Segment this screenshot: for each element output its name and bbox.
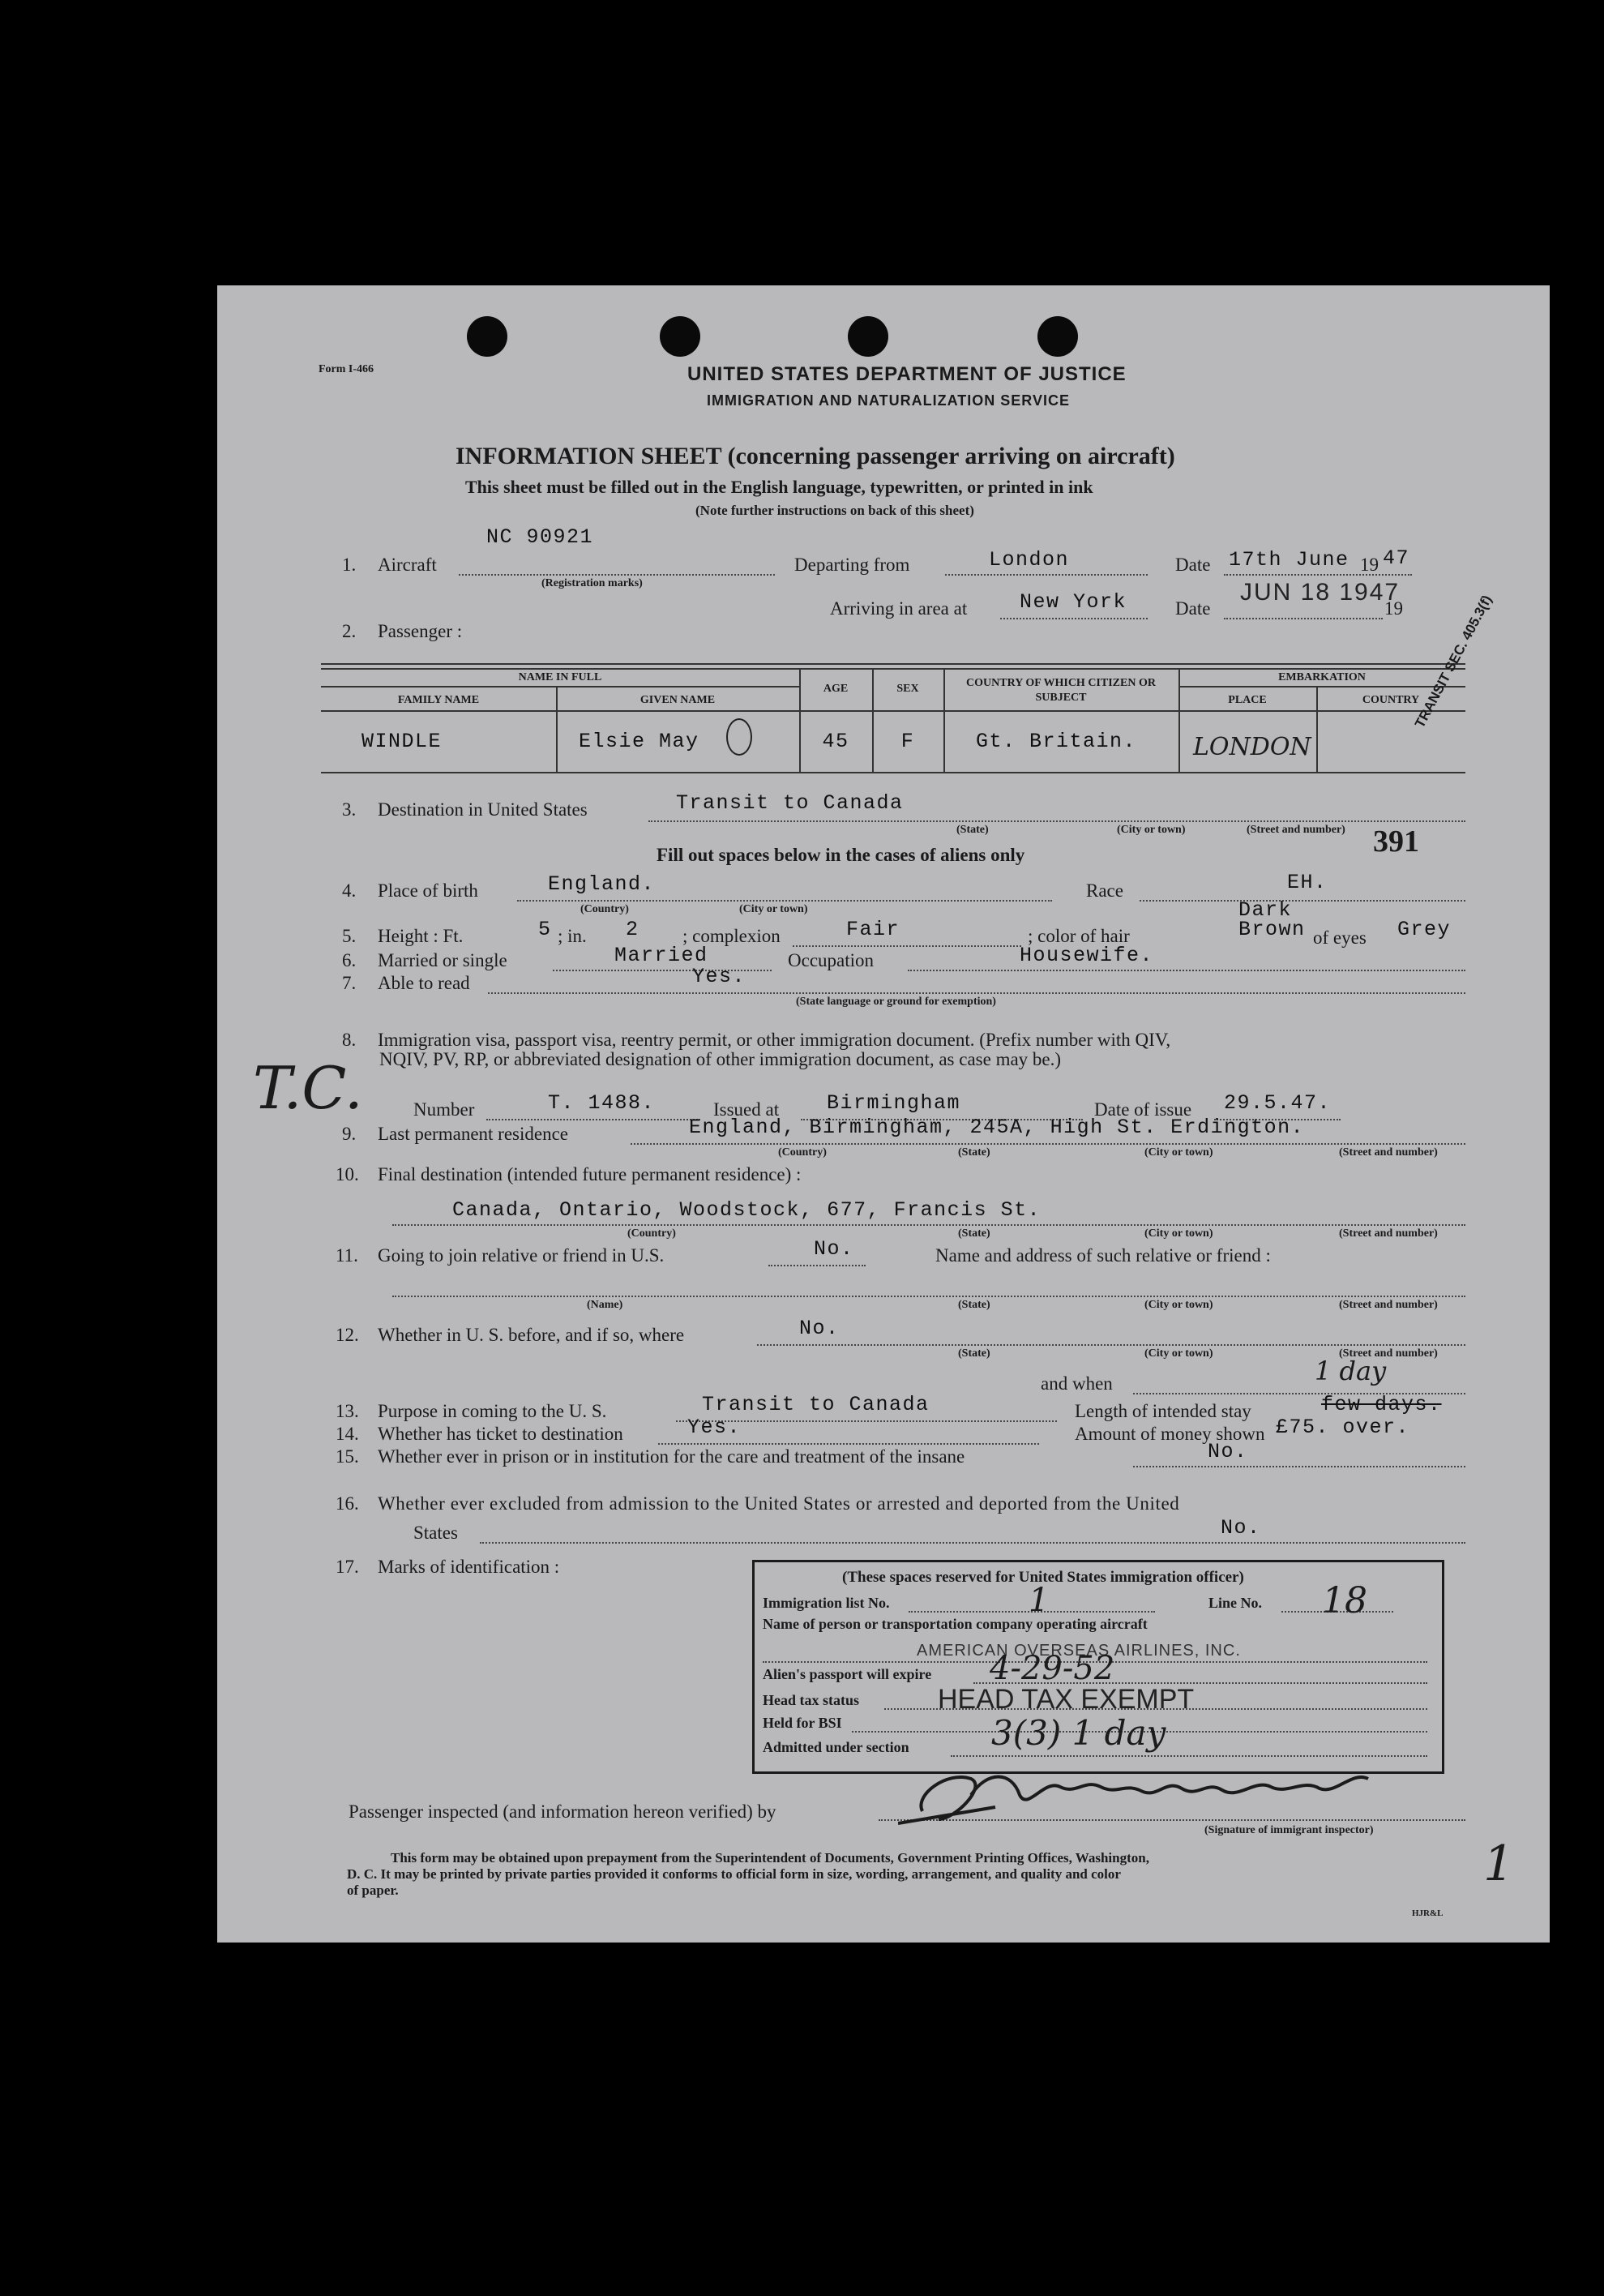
passport-expire-value: 4-29-52 xyxy=(990,1650,1115,1687)
q16-label-2: States xyxy=(413,1523,458,1543)
aircraft-line xyxy=(459,574,775,576)
q7-number: 7. xyxy=(342,973,357,993)
q12-label: Whether in U. S. before, and if so, where xyxy=(378,1325,685,1345)
q10-number: 10. xyxy=(336,1164,359,1184)
occupation-value: Housewife. xyxy=(1020,944,1154,967)
q4-value: England. xyxy=(548,872,656,896)
registration-caption: (Registration marks) xyxy=(541,577,643,589)
line-no-label: Line No. xyxy=(1208,1595,1263,1611)
q10-caption-country: (Country) xyxy=(627,1227,676,1240)
q3-number: 3. xyxy=(342,799,357,820)
instruction-line: This sheet must be filled out in the English language, typewritten, or printed in ink xyxy=(465,477,1093,497)
q9-caption-city: (City or town) xyxy=(1144,1146,1213,1159)
complexion-value: Fair xyxy=(846,918,900,941)
header-family-name: FAMILY NAME xyxy=(397,694,480,706)
aircraft-label: Aircraft xyxy=(378,555,437,575)
document-number: T. 1488. xyxy=(548,1091,656,1115)
cell-given-name: Elsie May xyxy=(579,730,699,753)
q14-value: Yes. xyxy=(687,1416,742,1439)
cell-country: Gt. Britain. xyxy=(976,730,1137,753)
q13-label: Purpose in coming to the U. S. xyxy=(378,1401,607,1421)
q7-line xyxy=(488,992,1465,994)
q15-line xyxy=(1133,1466,1465,1467)
q11-short-line xyxy=(768,1265,866,1266)
cell-age: 45 xyxy=(822,730,849,753)
q13-value: Transit to Canada xyxy=(702,1393,930,1416)
signature-caption: (Signature of immigrant inspector) xyxy=(1204,1824,1374,1836)
q4-line xyxy=(517,900,1052,902)
q15-value: No. xyxy=(1208,1440,1248,1463)
q3-label: Destination in United States xyxy=(378,799,588,820)
q9-caption-country: (Country) xyxy=(778,1146,827,1159)
q3-line xyxy=(648,820,1465,822)
inspector-signature xyxy=(898,1763,1401,1827)
q12-caption-street: (Street and number) xyxy=(1339,1347,1438,1360)
year2-prefix: 19 xyxy=(1384,598,1403,619)
doi-value: 29.5.47. xyxy=(1224,1091,1332,1115)
hair-value-2: Brown xyxy=(1238,918,1306,941)
q11-caption-name: (Name) xyxy=(587,1299,623,1311)
q10-label: Final destination (intended future permanent residence) : xyxy=(378,1164,802,1184)
q12-caption-city: (City or town) xyxy=(1144,1347,1213,1360)
date2-label: Date xyxy=(1175,598,1211,619)
q10-caption-street: (Street and number) xyxy=(1339,1227,1438,1240)
fine-print-3: of paper. xyxy=(347,1883,399,1898)
head-tax-stamp: HEAD TAX EXEMPT xyxy=(938,1684,1195,1715)
cell-family-name: WINDLE xyxy=(361,730,443,753)
q11-number: 11. xyxy=(336,1245,358,1266)
stay-value: few days. xyxy=(1321,1393,1442,1416)
q12-caption-state: (State) xyxy=(958,1347,990,1360)
fine-print-1: This form may be obtained upon prepayment from the Superintendent of Documents, Government Printing Offices, Washington, xyxy=(391,1850,1149,1866)
q8-text-2: NQIV, PV, RP, or abbreviated designation of other immigration document, as case may be.) xyxy=(379,1049,1062,1069)
list-no-value: 1 xyxy=(1029,1582,1050,1619)
q4-caption-city: (City or town) xyxy=(739,903,808,915)
department-heading: UNITED STATES DEPARTMENT OF JUSTICE xyxy=(687,363,1127,385)
q11-caption-state: (State) xyxy=(958,1299,990,1311)
q11-caption-street: (Street and number) xyxy=(1339,1299,1438,1311)
header-sex: SEX xyxy=(896,683,919,695)
occupation-line xyxy=(908,970,1465,971)
line-no-value: 18 xyxy=(1322,1580,1367,1621)
punch-hole xyxy=(467,316,507,357)
year-suffix: 47 xyxy=(1383,546,1410,570)
q3-caption-street: (Street and number) xyxy=(1247,824,1345,836)
printer-code: HJR&L xyxy=(1412,1908,1444,1918)
q11-label: Going to join relative or friend in U.S. xyxy=(378,1245,665,1266)
q13-number: 13. xyxy=(336,1401,359,1421)
q9-label: Last permanent residence xyxy=(378,1124,568,1144)
date-line xyxy=(1224,574,1412,576)
q1-number: 1. xyxy=(342,555,357,575)
q10-line xyxy=(392,1224,1465,1226)
q4-number: 4. xyxy=(342,880,357,901)
stay-handwritten: 1 day xyxy=(1315,1356,1387,1386)
officer-box xyxy=(752,1560,1444,1774)
header-country: COUNTRY OF WHICH CITIZEN OR SUBJECT xyxy=(966,677,1156,704)
punch-hole xyxy=(1037,316,1078,357)
form-sheet xyxy=(217,285,1550,1943)
service-heading: IMMIGRATION AND NATURALIZATION SERVICE xyxy=(707,392,1070,409)
complexion-label: ; complexion xyxy=(682,926,781,946)
height-feet: 5 xyxy=(538,918,552,941)
q9-number: 9. xyxy=(342,1124,357,1144)
q3-caption-city: (City or town) xyxy=(1117,824,1186,836)
stay-label: Length of intended stay xyxy=(1075,1401,1251,1421)
departure-date: 17th June xyxy=(1229,548,1349,572)
and-when-label: and when xyxy=(1041,1373,1113,1394)
q12-number: 12. xyxy=(336,1325,359,1345)
company-stamp: AMERICAN OVERSEAS AIRLINES, INC. xyxy=(917,1642,1241,1660)
year-prefix: 19 xyxy=(1360,555,1379,575)
section-label: Admitted under section xyxy=(763,1739,909,1755)
money-label: Amount of money shown xyxy=(1075,1424,1265,1444)
q10-caption-city: (City or town) xyxy=(1144,1227,1213,1240)
q3-caption-state: (State) xyxy=(956,824,989,836)
fine-print-2: D. C. It may be printed by private parties provided it conforms to official form in size, wording, arrangement, and quality and color xyxy=(347,1866,1121,1882)
passport-expire-label: Alien's passport will expire xyxy=(763,1666,932,1682)
registration-value: NC 90921 xyxy=(486,525,594,549)
occupation-label: Occupation xyxy=(788,950,875,970)
q14-number: 14. xyxy=(336,1424,359,1444)
q9-line xyxy=(631,1143,1465,1145)
q16-label: Whether ever excluded from admission to the United States or arrested and deported from the United xyxy=(378,1493,1180,1514)
departing-value: London xyxy=(989,548,1070,572)
q15-number: 15. xyxy=(336,1446,359,1467)
q16-line xyxy=(480,1542,1465,1544)
header-place: PLACE xyxy=(1228,694,1267,706)
departing-line xyxy=(945,574,1148,576)
race-line xyxy=(1140,900,1465,902)
q6-label: Married or single xyxy=(378,950,507,970)
handwritten-circle xyxy=(726,718,752,756)
money-value: £75. over. xyxy=(1276,1416,1410,1439)
bsi-label: Held for BSI xyxy=(763,1715,842,1731)
q14-line xyxy=(658,1443,1039,1445)
head-tax-label: Head tax status xyxy=(763,1692,860,1708)
q11-line xyxy=(392,1296,1465,1297)
q8-handwritten-mark: T.C. xyxy=(253,1054,363,1122)
date-label: Date xyxy=(1175,555,1211,575)
q7-value: Yes. xyxy=(692,965,746,988)
header-embark-country: COUNTRY xyxy=(1362,694,1420,706)
page-number: 391 xyxy=(1373,825,1419,859)
q15-label: Whether ever in prison or in institution for the care and treatment of the insane xyxy=(378,1446,965,1467)
header-name-in-full: NAME IN FULL xyxy=(518,671,602,683)
list-no-label: Immigration list No. xyxy=(763,1595,890,1611)
inspected-label: Passenger inspected (and information hereon verified) by xyxy=(349,1801,776,1822)
q17-label: Marks of identification : xyxy=(378,1557,560,1577)
cell-sex: F xyxy=(900,730,915,753)
q10-value: Canada, Ontario, Woodstock, 677, Francis St. xyxy=(452,1198,1042,1222)
q2-number: 2. xyxy=(342,621,357,641)
complexion-line xyxy=(793,945,1021,947)
arriving-value: New York xyxy=(1020,590,1127,614)
header-given-name: GIVEN NAME xyxy=(639,694,716,706)
q5-number: 5. xyxy=(342,926,357,946)
date2-line xyxy=(1224,618,1383,619)
q9-value: England, Birmingham, 245A, High St. Erdington. xyxy=(689,1116,1305,1139)
departing-label: Departing from xyxy=(794,555,910,575)
race-value: EH. xyxy=(1287,871,1328,894)
q16-number: 16. xyxy=(336,1493,359,1514)
transit-stamp: TRANSIT SEC. 405.3(f) xyxy=(1412,593,1495,730)
cell-embark-place: LONDON xyxy=(1193,733,1311,761)
q12-line xyxy=(757,1344,1465,1346)
section-line xyxy=(951,1755,1427,1757)
issued-label: Issued at xyxy=(713,1099,780,1120)
punch-hole xyxy=(660,316,700,357)
q6-value: Married xyxy=(614,944,708,967)
arriving-line xyxy=(1000,618,1148,619)
eyes-value: Grey xyxy=(1397,918,1452,941)
q8-number: 8. xyxy=(342,1030,357,1050)
aliens-note: Fill out spaces below in the cases of aliens only xyxy=(657,845,1025,865)
instruction-note: (Note further instructions on back of this sheet) xyxy=(695,503,974,518)
margin-mark: 1 xyxy=(1483,1836,1515,1892)
section-value: 3(3) 1 day xyxy=(991,1713,1166,1753)
number-line xyxy=(486,1119,700,1120)
header-embarkation: EMBARKATION xyxy=(1278,671,1366,683)
inches-label: ; in. xyxy=(558,926,587,946)
q10-caption-state: (State) xyxy=(958,1227,990,1240)
issued-at-value: Birmingham xyxy=(827,1091,961,1115)
q11-label-2: Name and address of such relative or friend : xyxy=(935,1245,1271,1266)
q9-caption-street: (Street and number) xyxy=(1339,1146,1438,1159)
doi-label: Date of issue xyxy=(1094,1099,1192,1120)
q4-caption-country: (Country) xyxy=(580,903,629,915)
arrival-date-stamp: JUN 18 1947 xyxy=(1240,579,1401,606)
q7-label: Able to read xyxy=(378,973,470,993)
q17-number: 17. xyxy=(336,1557,359,1577)
arriving-label: Arriving in area at xyxy=(830,598,968,619)
q9-caption-state: (State) xyxy=(958,1146,990,1159)
punch-hole xyxy=(848,316,888,357)
q11-caption-city: (City or town) xyxy=(1144,1299,1213,1311)
race-label: Race xyxy=(1086,880,1123,901)
eyes-label: of eyes xyxy=(1313,927,1367,948)
company-label: Name of person or transportation company operating aircraft xyxy=(763,1616,1148,1632)
passenger-label: Passenger : xyxy=(378,621,463,641)
q11-value: No. xyxy=(814,1237,854,1261)
height-inches: 2 xyxy=(626,918,639,941)
page-title: INFORMATION SHEET (concerning passenger arriving on aircraft) xyxy=(456,443,1175,469)
header-age: AGE xyxy=(823,683,849,695)
hair-label: ; color of hair xyxy=(1028,926,1130,946)
form-number: Form I-466 xyxy=(319,363,374,375)
q5-label: Height : Ft. xyxy=(378,926,464,946)
q4-label: Place of birth xyxy=(378,880,478,901)
q12-value: No. xyxy=(799,1317,840,1340)
q16-value: No. xyxy=(1221,1516,1261,1540)
officer-box-title: (These spaces reserved for United States immigration officer) xyxy=(842,1569,1244,1586)
q3-value: Transit to Canada xyxy=(676,791,904,815)
hair-value-1: Dark xyxy=(1238,898,1293,922)
number-label: Number xyxy=(413,1099,475,1120)
q8-text-1: Immigration visa, passport visa, reentry permit, or other immigration document. (Prefix number with QIV, xyxy=(378,1030,1171,1050)
q14-label: Whether has ticket to destination xyxy=(378,1424,623,1444)
q7-caption: (State language or ground for exemption) xyxy=(796,996,996,1008)
q6-number: 6. xyxy=(342,950,357,970)
